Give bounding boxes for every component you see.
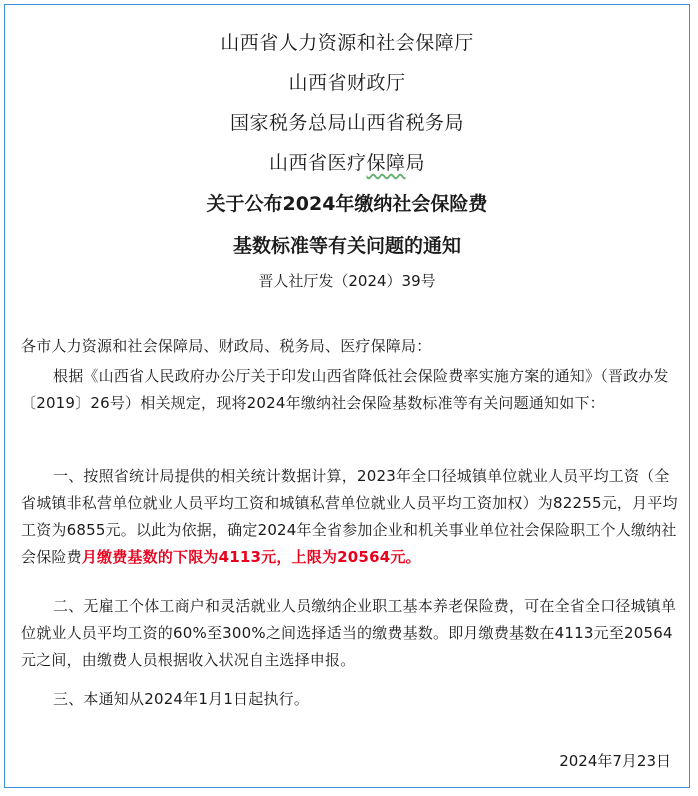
org4-suffix: 局 (405, 152, 426, 174)
document-title-line1: 关于公布2024年缴纳社会保险费 (206, 193, 488, 215)
paragraph-1 (21, 463, 681, 571)
document-number: 晋人社厅发（2024）39号 (258, 272, 436, 290)
issue-date: 2024年7月23日 (559, 752, 671, 770)
document-frame (4, 4, 690, 788)
contribution-base-highlight: 月缴费基数的下限为4113元，上限为20564元。 (81, 548, 421, 566)
issuing-org-finance: 山西省财政厅 (288, 72, 406, 94)
issuing-org-medical (5, 151, 689, 175)
issuing-org-tax: 国家税务总局山西省税务局 (229, 112, 464, 134)
paragraph-1-text: 一、按照省统计局提供的相关统计数据计算，2023年全口径城镇单位就业人员平均工资（全省城镇非私营单位就业人员平均工资和城镇私营单位就业人员平均工资加权）为82255元，月平均工资为6855元。以此为依据，确定2024年全省参加企业和机关事业单位社会保险职工个人缴纳社会保险费 (21, 467, 678, 566)
paragraph-3: 三、本通知从2024年1月1日起执行。 (53, 690, 310, 708)
paragraph-2: 二、无雇工个体工商户和灵活就业人员缴纳企业职工基本养老保险费，可在全省全口径城镇单位就业人员平均工资的60%至300%之间选择适当的缴费基数。即月缴费基数在4113元至20564元之间，由缴费人员根据收入状况自主选择申报。 (21, 597, 677, 669)
org4-wavy: 保障 (366, 152, 406, 174)
org4-prefix: 山西省医疗 (268, 152, 367, 174)
document-title-line2: 基数标准等有关问题的通知 (232, 235, 461, 257)
issuing-org-hrss: 山西省人力资源和社会保障厅 (220, 32, 474, 54)
salutation: 各市人力资源和社会保障局、财政局、税务局、医疗保障局： (21, 337, 432, 355)
paragraph-intro: 根据《山西省人民政府办公厅关于印发山西省降低社会保险费率实施方案的通知》（晋政办发〔2019〕26号）相关规定，现将2024年缴纳社会保险基数标准等有关问题通知如下： (21, 367, 669, 412)
